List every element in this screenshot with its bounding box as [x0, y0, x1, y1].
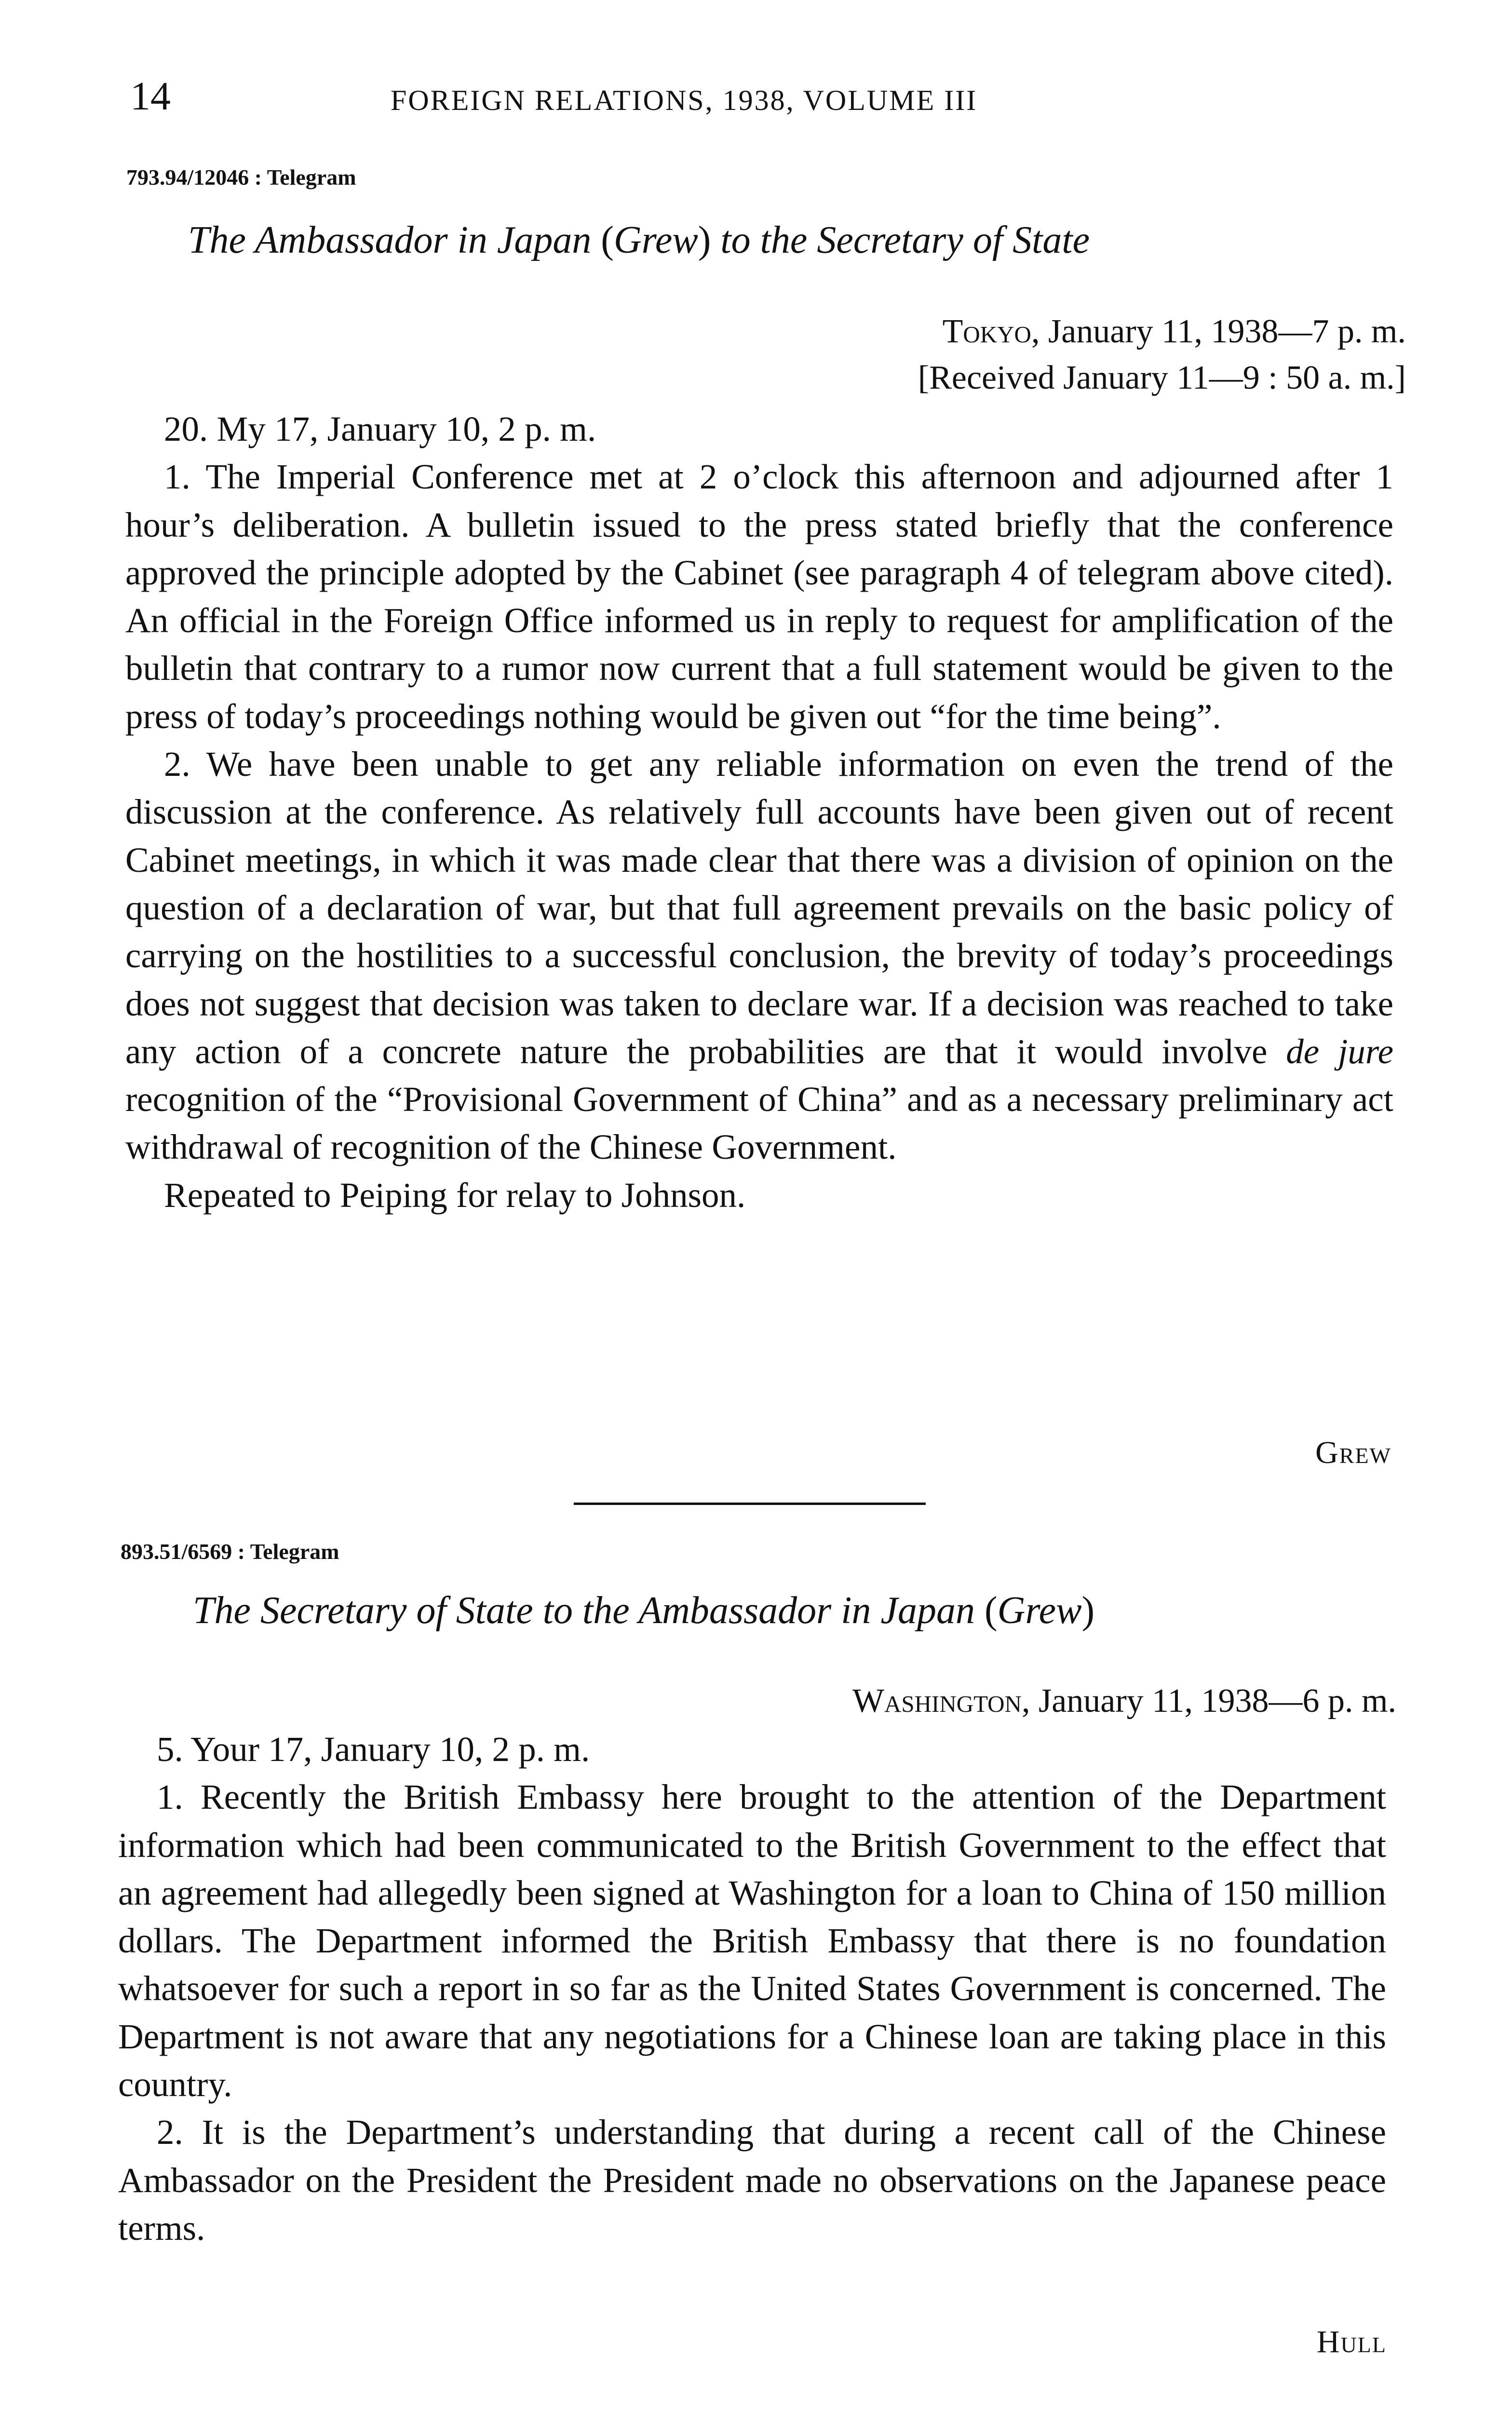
telegram-body	[125, 405, 1393, 1219]
dateline	[918, 309, 1406, 401]
paragraph: 2. It is the Department’s understanding that during a recent call of the Chinese Ambassador on the President the President made no observations on the Japanese peace terms.	[118, 2113, 1386, 2248]
dateline-received: [Received January 11—9 : 50 a. m.]	[918, 359, 1406, 396]
title-text: The Secretary of State to the Ambassador in Japan	[193, 1589, 985, 1632]
paragraph: 1. Recently the British Embassy here brought to the attention of the Department information which had been communicated to the British Government to the effect that an agreement had allegedly been signed at Washington for a loan to China of 150 million dollars. The Department informed the British Embassy that there is no foundation whatsoever for such a report in so far as the United States Government is concerned. The Department is not aware that any negotiations for a Chinese loan are taking place in this country.	[118, 1777, 1386, 2104]
title-text: The Ambassador in Japan	[188, 219, 601, 261]
title-name: Grew	[613, 219, 698, 261]
title-paren: )	[1081, 1589, 1095, 1632]
telegram-body	[118, 1725, 1386, 2252]
dateline-date: , January 11, 1938—7 p. m.	[1031, 313, 1406, 350]
paragraph-italic: de jure	[1286, 1031, 1393, 1071]
document-title	[193, 1586, 1094, 1635]
running-head	[130, 72, 1408, 125]
signature: Grew	[1315, 1435, 1391, 1470]
dateline-place: Tokyo	[942, 313, 1031, 350]
section-divider	[574, 1503, 926, 1505]
paragraph-text: recognition of the “Provisional Government of China” and as a necessary preliminary act withdrawal of recognition of the Chinese Government.	[125, 1080, 1393, 1167]
document-title	[188, 216, 1090, 264]
paragraph-text: 2. We have been unable to get any reliable information on even the trend of the discussion at the conference. As relatively full accounts have been given out of recent Cabinet meetings, in which it was made clear that there was a division of opinion on the question of a declaration of war, but that full agreement prevails on the basic policy of carrying on the hostilities to a successful conclusion, the brevity of today’s proceedings does not suggest that decision was taken to declare war. If a decision was reached to take any action of a concrete nature the probabilities are that it would involve	[125, 745, 1393, 1071]
page-number: 14	[130, 74, 171, 119]
dateline-sent	[852, 1678, 1396, 1724]
running-title: FOREIGN RELATIONS, 1938, VOLUME III	[391, 84, 978, 116]
title-paren: (	[985, 1589, 998, 1632]
file-reference: 793.94/12046 : Telegram	[126, 165, 356, 190]
dateline-date: , January 11, 1938—6 p. m.	[1021, 1682, 1396, 1720]
reference-line: 20. My 17, January 10, 2 p. m.	[164, 409, 596, 448]
title-text: to the Secretary of State	[711, 219, 1090, 261]
dateline	[852, 1678, 1396, 1724]
title-paren: )	[698, 219, 711, 261]
dateline-place: Washington	[852, 1682, 1022, 1720]
signature: Hull	[1316, 2324, 1387, 2359]
paragraph	[125, 740, 1393, 1171]
file-reference: 893.51/6569 : Telegram	[121, 1539, 339, 1564]
reference-line: 5. Your 17, January 10, 2 p. m.	[157, 1730, 590, 1769]
title-paren: (	[601, 219, 614, 261]
paragraph: 1. The Imperial Conference met at 2 o’clock this afternoon and adjourned after 1 hour’s deliberation. A bulletin issued to the press stated briefly that the conference approved the principle adopted by the Cabinet (see paragraph 4 of telegram above cited). An official in the Foreign Office informed us in reply to request for amplification of the bulletin that contrary to a rumor now current that a full statement would be given to the press of today’s proceedings nothing would be given out “for the time being”.	[125, 457, 1393, 736]
title-name: Grew	[997, 1589, 1082, 1632]
paragraph: Repeated to Peiping for relay to Johnson.	[164, 1175, 746, 1215]
dateline-sent	[918, 309, 1406, 355]
